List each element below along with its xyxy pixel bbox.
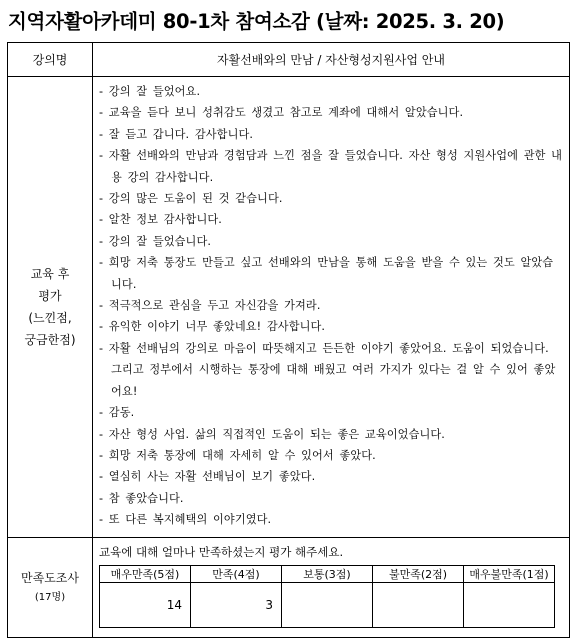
- rating-value: [464, 583, 555, 628]
- rating-header: 보통(3점): [282, 566, 373, 583]
- feedback-item: - 감동.: [99, 406, 135, 420]
- rating-value: [282, 583, 373, 628]
- rating-header: 만족(4점): [191, 566, 282, 583]
- lecture-name: 자활선배와의 만남 / 자산형성지원사업 안내: [93, 43, 570, 77]
- feedback-item: - 강의 잘 들었어요.: [99, 85, 201, 98]
- lecture-label: 강의명: [8, 43, 93, 77]
- feedback-item: - 열심히 사는 자활 선배님이 보기 좋았다.: [99, 470, 316, 484]
- rating-header: 매우만족(5점): [100, 566, 191, 583]
- feedback-label: [8, 77, 93, 538]
- feedback-item: - 희망 저축 통장도 만들고 싶고 선배와의 만남을 통해 도움을 받을 수 있는 것도 알았습니다.: [99, 256, 554, 291]
- page-title: 지역자활아카데미 80-1차 참여소감 (날짜: 2025. 3. 20): [8, 10, 505, 33]
- rating-value: 14: [100, 583, 191, 628]
- feedback-item: - 잘 듣고 갑니다. 감사합니다.: [99, 127, 254, 141]
- feedback-item: - 알찬 정보 감사합니다.: [99, 213, 222, 227]
- satisfaction-table: [99, 565, 555, 628]
- feedback-content: [93, 77, 570, 538]
- satisfaction-values-row: [100, 583, 555, 628]
- satisfaction-header-row: [100, 566, 555, 583]
- lecture-row: [8, 43, 570, 77]
- satisfaction-question: 교육에 대해 얼마나 만족하셨는지 평가 해주세요.: [99, 545, 344, 559]
- satisfaction-content: [93, 538, 570, 638]
- feedback-label-line: 교육 후: [30, 267, 70, 281]
- feedback-list: [99, 81, 563, 531]
- feedback-item: - 적극적으로 관심을 두고 자신감을 가져라.: [99, 299, 321, 313]
- feedback-label-line: (느낀점,: [28, 311, 72, 325]
- satisfaction-title: 만족도조사: [21, 570, 79, 585]
- feedback-item: - 희망 저축 통장에 대해 자세히 알 수 있어서 좋았다.: [99, 448, 376, 462]
- feedback-item: - 자산 형성 사업. 삶의 직접적인 도움이 되는 좋은 교육이었습니다.: [99, 427, 445, 441]
- report-table: [7, 42, 570, 638]
- feedback-item: - 참 좋았습니다.: [99, 491, 184, 505]
- rating-header: 매우불만족(1점): [464, 566, 555, 583]
- feedback-item: - 교육을 듣다 보니 성취감도 생겼고 참고로 계좌에 대해서 알았습니다.: [99, 106, 464, 120]
- feedback-item: - 유익한 이야기 너무 좋았네요! 감사합니다.: [99, 320, 326, 334]
- feedback-item: - 또 다른 복지혜택의 이야기였다.: [99, 513, 272, 527]
- respondent-count: (17명): [34, 591, 66, 603]
- feedback-item: - 자활 선배님의 강의로 마음이 따뜻해지고 든든한 이야기 좋았어요. 도움이 되었습니다. 그리고 정부에서 시행하는 통장에 대해 배웠고 여러 가지가 있다는 걸 알 수 있어 좋았어요!: [99, 341, 556, 398]
- rating-value: 3: [191, 583, 282, 628]
- satisfaction-row: [8, 538, 570, 638]
- feedback-label-line: 궁금한점): [24, 333, 76, 347]
- feedback-label-line: 평가: [38, 289, 62, 303]
- rating-header: 불만족(2점): [373, 566, 464, 583]
- rating-value: [373, 583, 464, 628]
- feedback-row: [8, 77, 570, 538]
- feedback-item: - 자활 선배와의 만남과 경험담과 느낀 점을 잘 들었습니다. 자산 형성 지원사업에 관한 내용 강의 감사합니다.: [99, 149, 563, 184]
- feedback-item: - 강의 잘 들었습니다.: [99, 234, 212, 248]
- satisfaction-label: [8, 538, 93, 638]
- feedback-item: - 강의 많은 도움이 된 것 같습니다.: [99, 192, 283, 206]
